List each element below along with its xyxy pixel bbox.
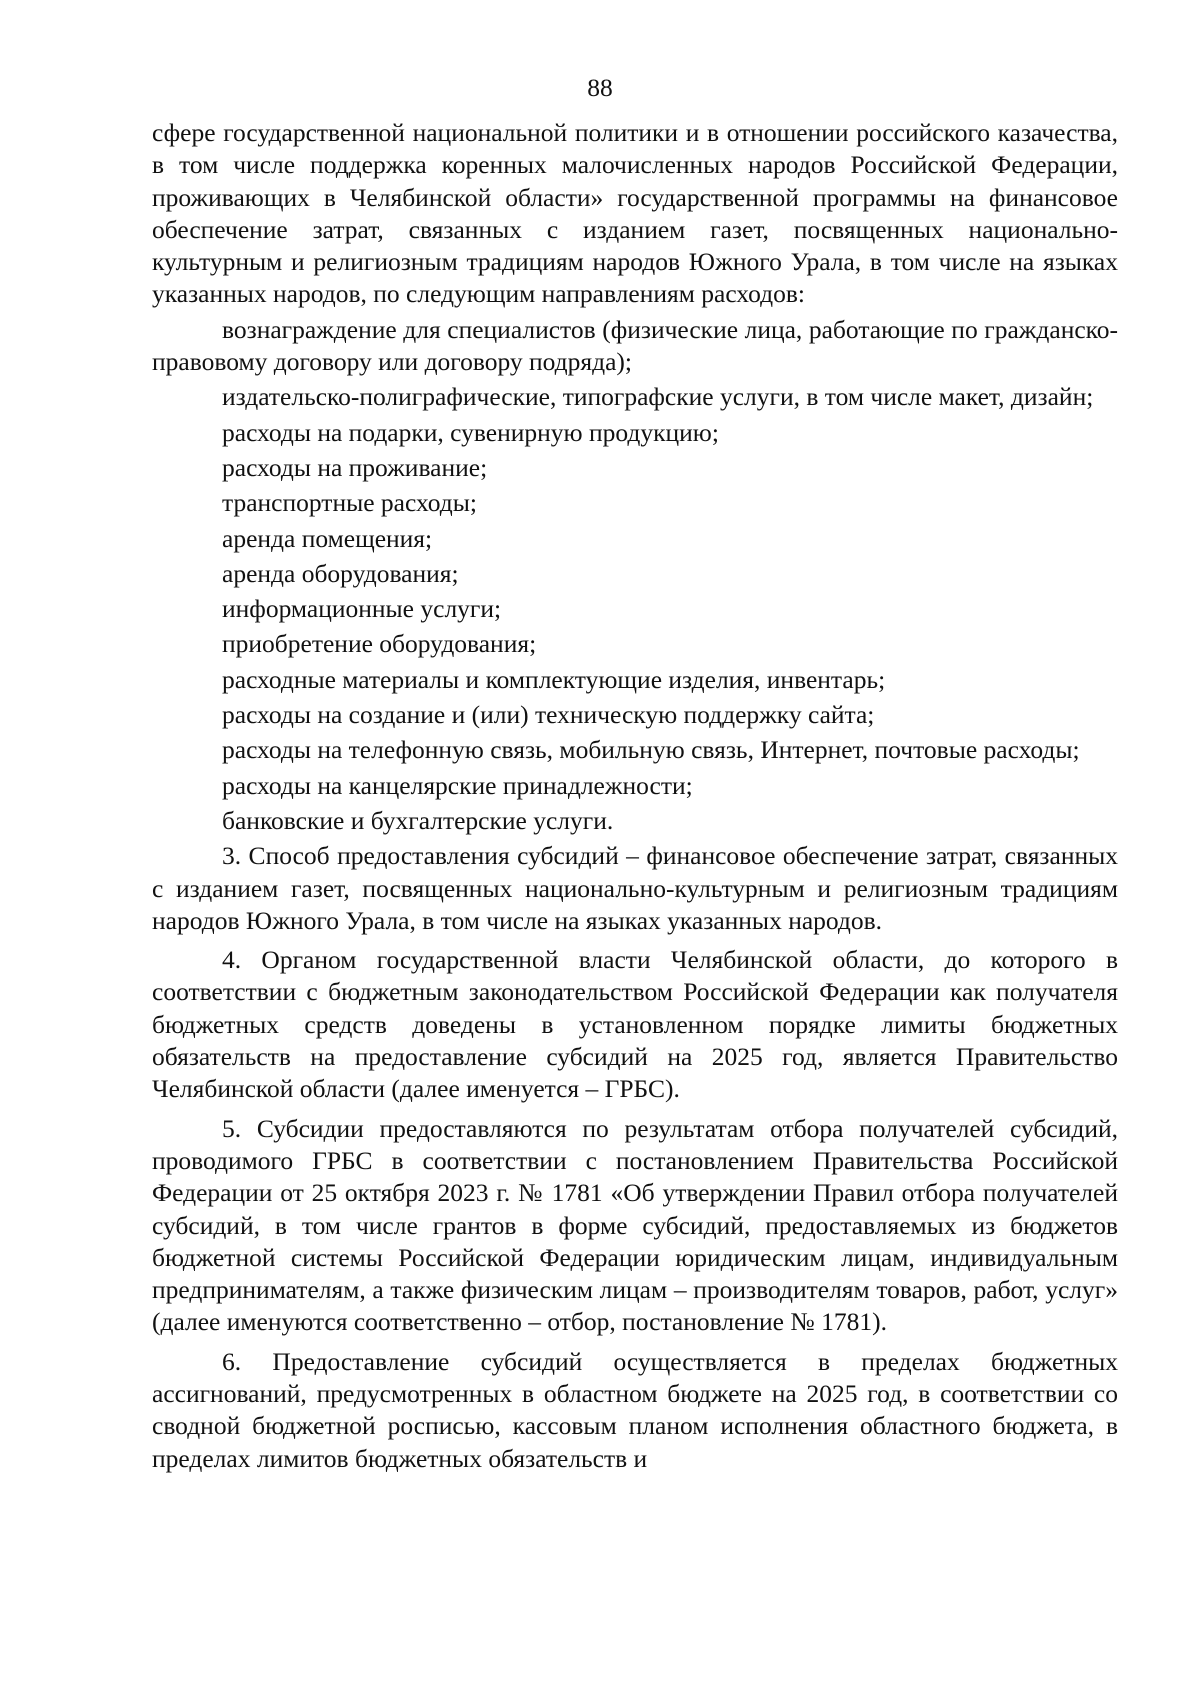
- clause-3: 3. Способ предоставления субсидий – финансовое обеспечение затрат, связанных с изданием газет, посвященных национально-культурным и религиозным традициям народов Южного Урала, в том числе на языках указанных народов.: [152, 841, 1118, 935]
- clause-4: 4. Органом государственной власти Челябинской области, до которого в соответствии с бюджетным законодательством Российской Федерации как получателя бюджетных средств доведены в установленном порядке лимиты бюджетных обязательств на предоставление субсидий на 2025 год, является Правительство Челябинской области (далее именуется – ГРБС).: [152, 945, 1118, 1104]
- list-item-transport: транспортные расходы;: [222, 488, 477, 518]
- clause-5: 5. Субсидии предоставляются по результатам отбора получателей субсидий, проводимого ГРБС в соответствии с постановлением Правительства Российской Федерации от 25 октября 2023 г. № 1781 «Об утверждении Правил отбора получателей субсидий, в том числе грантов в форме субсидий, предоставляемых из бюджетов бюджетной системы Российской Федерации юридическим лицам, индивидуальным предпринимателям, а также физическим лицам – производителям товаров, работ, услуг» (далее именуются соответственно – отбор, постановление № 1781).: [152, 1113, 1118, 1337]
- list-item-remuneration: вознаграждение для специалистов (физические лица, работающие по гражданско-правовому договору или договору подряда);: [152, 314, 1118, 377]
- list-item-consumables: расходные материалы и комплектующие изделия, инвентарь;: [222, 664, 886, 694]
- list-item-website: расходы на создание и (или) техническую поддержку сайта;: [222, 700, 875, 730]
- page-number: 88: [587, 73, 613, 102]
- list-item-equipment-purchase: приобретение оборудования;: [222, 629, 537, 659]
- list-item-communications: расходы на телефонную связь, мобильную связь, Интернет, почтовые расходы;: [222, 735, 1080, 765]
- list-item-printing-services: издательско-полиграфические, типографские услуги, в том числе макет, дизайн;: [222, 382, 1094, 412]
- list-item-gifts: расходы на подарки, сувенирную продукцию;: [222, 417, 719, 447]
- list-item-banking-services: банковские и бухгалтерские услуги.: [222, 805, 614, 835]
- paragraph-intro: сфере государственной национальной политики и в отношении российского казачества, в том числе поддержка коренных малочисленных народов Российской Федерации, проживающих в Челябинской области» государственной программы на финансовое обеспечение затрат, связанных с изданием газет, посвященных национально-культурным и религиозным традициям народов Южного Урала, в том числе на языках указанных народов, по следующим направлениям расходов:: [152, 118, 1118, 309]
- list-item-stationery: расходы на канцелярские принадлежности;: [222, 770, 693, 800]
- list-item-information-services: информационные услуги;: [222, 594, 502, 624]
- list-item-equipment-rent: аренда оборудования;: [222, 558, 459, 588]
- clause-6: 6. Предоставление субсидий осуществляется в пределах бюджетных ассигнований, предусмотренных в областном бюджете на 2025 год, в соответствии со сводной бюджетной росписью, кассовым планом исполнения областного бюджета, в пределах лимитов бюджетных обязательств и: [152, 1346, 1118, 1473]
- list-item-premises-rent: аренда помещения;: [222, 523, 433, 553]
- list-item-accommodation: расходы на проживание;: [222, 452, 488, 482]
- document-body: [152, 117, 1118, 1475]
